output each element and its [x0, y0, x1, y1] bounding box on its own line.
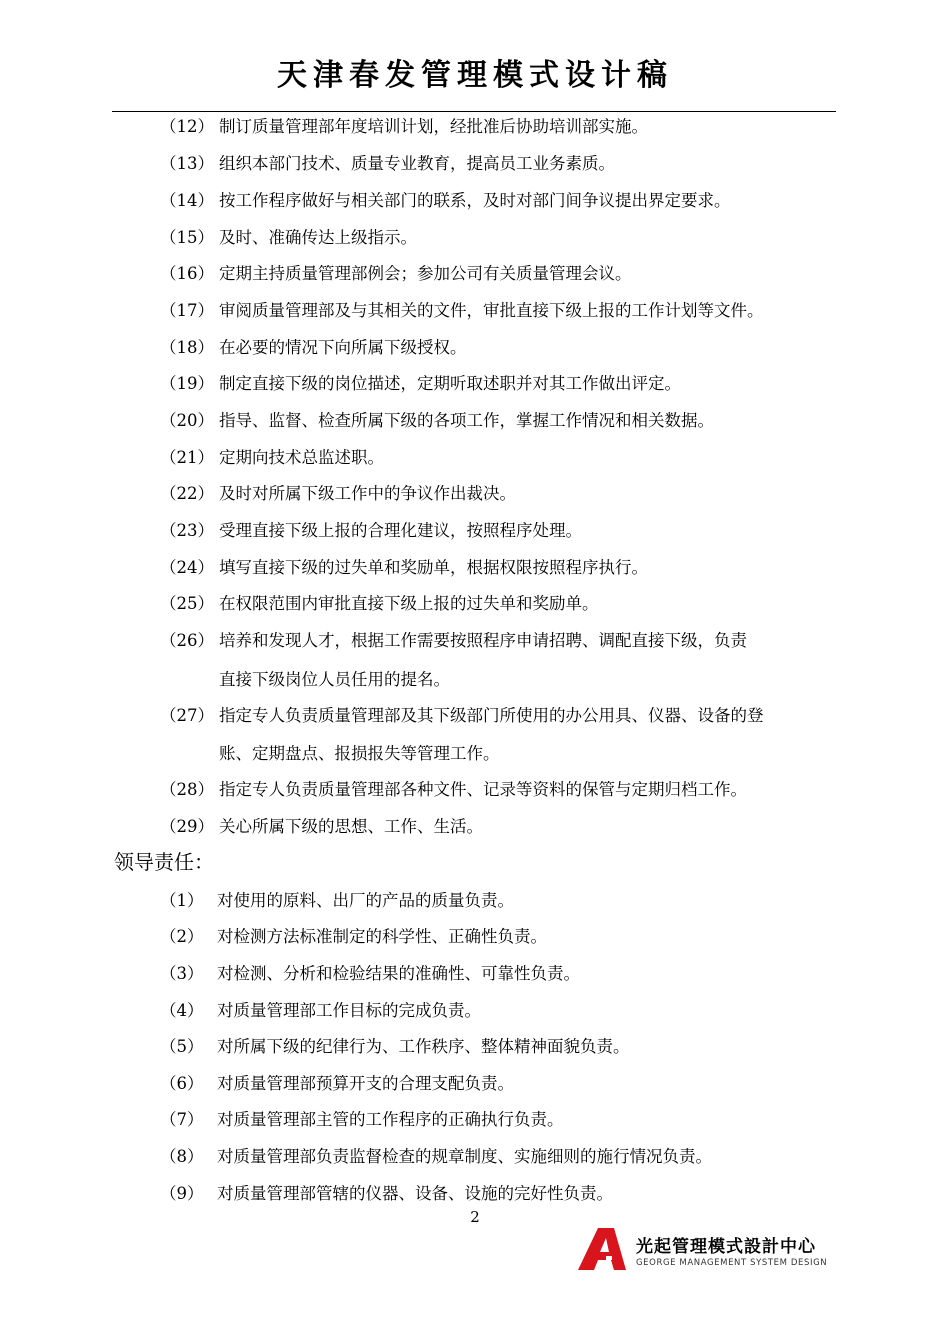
item-text: 指导、监督、检查所属下级的各项工作，掌握工作情况和相关数据。 [219, 411, 714, 430]
item-number: （7） [160, 1110, 204, 1129]
item-text: 及时对所属下级工作中的争议作出裁决。 [219, 484, 516, 503]
item-text: 及时、准确传达上级指示。 [219, 228, 417, 247]
logo-text-cn: 光起管理模式設計中心 [636, 1237, 816, 1257]
header-divider [112, 111, 836, 112]
item-number: （29） [160, 817, 214, 836]
item-text: 指定专人负责质量管理部及其下级部门所使用的办公用具、仪器、设备的登 [219, 706, 764, 725]
item-number: （27） [160, 706, 214, 725]
item-text-continued: 直接下级岗位人员任用的提名。 [219, 670, 450, 689]
item-number: （21） [160, 448, 214, 467]
item-number: （18） [160, 338, 214, 357]
item-number: （24） [160, 558, 214, 577]
item-text: 对质量管理部管辖的仪器、设备、设施的完好性负责。 [217, 1184, 613, 1203]
item-number: （14） [160, 191, 214, 210]
item-number: （9） [160, 1184, 204, 1203]
item-number: （23） [160, 521, 214, 540]
page-number: 2 [470, 1208, 480, 1226]
item-text: 受理直接下级上报的合理化建议，按照程序处理。 [219, 521, 582, 540]
item-text: 对质量管理部工作目标的完成负责。 [217, 1001, 481, 1020]
item-number: （6） [160, 1074, 204, 1093]
item-number: （15） [160, 228, 214, 247]
item-text: 审阅质量管理部及与其相关的文件，审批直接下级上报的工作计划等文件。 [219, 301, 764, 320]
item-number: （19） [160, 374, 214, 393]
item-text: 关心所属下级的思想、工作、生活。 [219, 817, 483, 836]
item-number: （5） [160, 1037, 204, 1056]
item-number: （28） [160, 780, 214, 799]
logo-text-en: GEORGE MANAGEMENT SYSTEM DESIGN [636, 1258, 828, 1268]
item-text: 对检测方法标准制定的科学性、正确性负责。 [217, 927, 547, 946]
item-number: （22） [160, 484, 214, 503]
item-text: 在必要的情况下向所属下级授权。 [219, 338, 467, 357]
item-text: 制订质量管理部年度培训计划，经批准后协助培训部实施。 [219, 117, 648, 136]
item-number: （8） [160, 1147, 204, 1166]
item-text: 制定直接下级的岗位描述，定期听取述职并对其工作做出评定。 [219, 374, 681, 393]
item-number: （12） [160, 117, 214, 136]
item-text: 在权限范围内审批直接下级上报的过失单和奖励单。 [219, 594, 599, 613]
item-number: （20） [160, 411, 214, 430]
item-text: 按工作程序做好与相关部门的联系，及时对部门间争议提出界定要求。 [219, 191, 731, 210]
item-text: 培养和发现人才，根据工作需要按照程序申请招聘、调配直接下级，负责 [219, 631, 747, 650]
item-text: 对所属下级的纪律行为、工作秩序、整体精神面貌负责。 [217, 1037, 630, 1056]
item-text: 定期主持质量管理部例会；参加公司有关质量管理会议。 [219, 264, 632, 283]
item-number: （13） [160, 154, 214, 173]
section-title-leadership: 领导责任： [114, 850, 214, 874]
item-text: 指定专人负责质量管理部各种文件、记录等资料的保管与定期归档工作。 [219, 780, 747, 799]
item-text: 定期向技术总监述职。 [219, 448, 384, 467]
item-text: 对检测、分析和检验结果的准确性、可靠性负责。 [217, 964, 580, 983]
item-number: （3） [160, 964, 204, 983]
item-number: （17） [160, 301, 214, 320]
item-text-continued: 账、定期盘点、报损报失等管理工作。 [219, 744, 500, 763]
item-number: （16） [160, 264, 214, 283]
page-header-title: 天津春发管理模式设计稿 [277, 58, 673, 93]
item-number: （2） [160, 927, 204, 946]
item-number: （4） [160, 1001, 204, 1020]
item-number: （25） [160, 594, 214, 613]
item-text: 填写直接下级的过失单和奖励单，根据权限按照程序执行。 [219, 558, 648, 577]
item-number: （26） [160, 631, 214, 650]
item-text: 对质量管理部预算开支的合理支配负责。 [217, 1074, 514, 1093]
item-text: 对质量管理部主管的工作程序的正确执行负责。 [217, 1110, 564, 1129]
item-number: （1） [160, 891, 204, 910]
item-text: 对质量管理部负责监督检查的规章制度、实施细则的施行情况负责。 [217, 1147, 712, 1166]
item-text: 对使用的原料、出厂的产品的质量负责。 [217, 891, 514, 910]
item-text: 组织本部门技术、质量专业教育，提高员工业务素质。 [219, 154, 615, 173]
